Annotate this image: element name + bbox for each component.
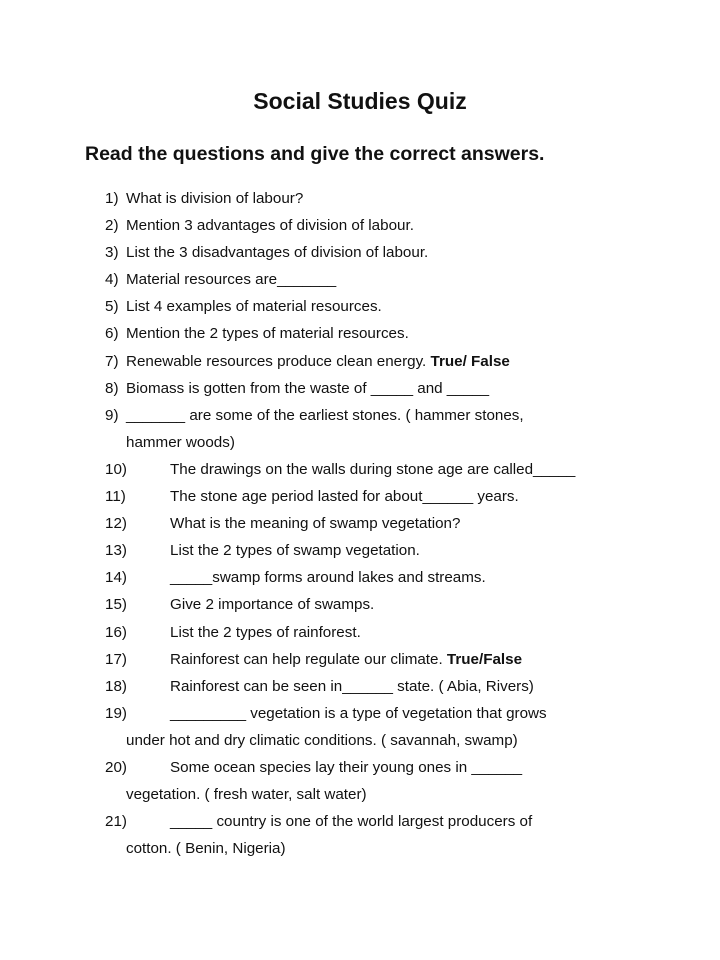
question-item: [0, 646, 720, 673]
question-text: List the 3 disadvantages of division of labour.: [126, 244, 429, 262]
question-number: 19): [105, 704, 127, 722]
question-item: [0, 348, 720, 375]
question-number: 8): [105, 379, 119, 397]
question-list: [0, 185, 720, 862]
question-item: [0, 591, 720, 618]
question-number: 9): [105, 406, 119, 424]
question-item: [0, 808, 720, 835]
question-text: Biomass is gotten from the waste of _____ and _____: [126, 379, 490, 397]
question-text: List the 2 types of rainforest.: [170, 623, 361, 641]
question-item: [0, 320, 720, 347]
question-item: [0, 564, 720, 591]
question-number: 7): [105, 352, 119, 370]
question-continuation: [0, 835, 720, 862]
question-number: 17): [105, 650, 127, 668]
question-text: List the 2 types of swamp vegetation.: [170, 542, 420, 560]
question-text: The stone age period lasted for about______ years.: [170, 488, 519, 506]
question-number: 1): [105, 190, 119, 207]
question-item: [0, 483, 720, 510]
question-text: _________ vegetation is a type of vegetation that grows: [170, 704, 547, 722]
question-item: [0, 700, 720, 727]
question-number: 21): [105, 813, 127, 831]
question-continuation: [0, 781, 720, 808]
question-item: [0, 537, 720, 564]
question-number: 10): [105, 460, 127, 478]
question-text: What is the meaning of swamp vegetation?: [170, 515, 461, 533]
question-text: _____swamp forms around lakes and streams.: [170, 569, 486, 587]
true-false-label: True/ False: [430, 352, 510, 370]
question-text-continued: hammer woods): [126, 433, 235, 451]
question-item: [0, 266, 720, 293]
question-number: 12): [105, 515, 127, 533]
question-number: 16): [105, 623, 127, 641]
question-text: Rainforest can be seen in______ state. ( Abia, Rivers): [170, 677, 534, 695]
question-number: 13): [105, 542, 127, 560]
question-text: The drawings on the walls during stone age are called_____: [170, 460, 576, 478]
question-text: Mention the 2 types of material resources.: [126, 325, 409, 343]
question-item: [0, 402, 720, 429]
question-text: Give 2 importance of swamps.: [170, 596, 375, 614]
question-text: Mention 3 advantages of division of labour.: [126, 217, 414, 235]
question-text: List 4 examples of material resources.: [126, 298, 382, 316]
question-text: [126, 348, 510, 375]
question-text: Material resources are_______: [126, 271, 337, 289]
question-number: 4): [105, 271, 119, 289]
question-text-plain: Rainforest can help regulate our climate.: [170, 650, 447, 668]
question-item: [0, 456, 720, 483]
question-item: [0, 185, 720, 212]
question-continuation: [0, 727, 720, 754]
question-text-continued: under hot and dry climatic conditions. ( savannah, swamp): [126, 731, 518, 749]
question-continuation: [0, 429, 720, 456]
question-text-plain: Renewable resources produce clean energy.: [126, 352, 431, 370]
question-number: 3): [105, 244, 119, 262]
question-item: [0, 239, 720, 266]
page-title: Social Studies Quiz: [253, 88, 467, 114]
question-text-continued: vegetation. ( fresh water, salt water): [126, 786, 367, 804]
question-number: 2): [105, 217, 119, 235]
question-item: [0, 619, 720, 646]
question-item: [0, 212, 720, 239]
question-text-continued: cotton. ( Benin, Nigeria): [126, 840, 286, 858]
question-text: What is division of labour?: [126, 190, 304, 207]
question-number: 15): [105, 596, 127, 614]
instructions: Read the questions and give the correct answers.: [85, 143, 545, 165]
question-number: 5): [105, 298, 119, 316]
question-item: [0, 754, 720, 781]
question-number: 18): [105, 677, 127, 695]
question-number: 11): [105, 488, 126, 506]
question-text: _______ are some of the earliest stones. ( hammer stones,: [126, 406, 524, 424]
question-item: [0, 375, 720, 402]
question-item: [0, 673, 720, 700]
question-text: [170, 646, 522, 673]
question-number: 20): [105, 758, 127, 776]
true-false-label: True/False: [446, 650, 523, 668]
question-item: [0, 510, 720, 537]
question-number: 6): [105, 325, 119, 343]
question-text: _____ country is one of the world largest producers of: [170, 813, 533, 831]
question-number: 14): [105, 569, 127, 587]
question-text: Some ocean species lay their young ones in ______: [170, 758, 523, 776]
question-item: [0, 293, 720, 320]
